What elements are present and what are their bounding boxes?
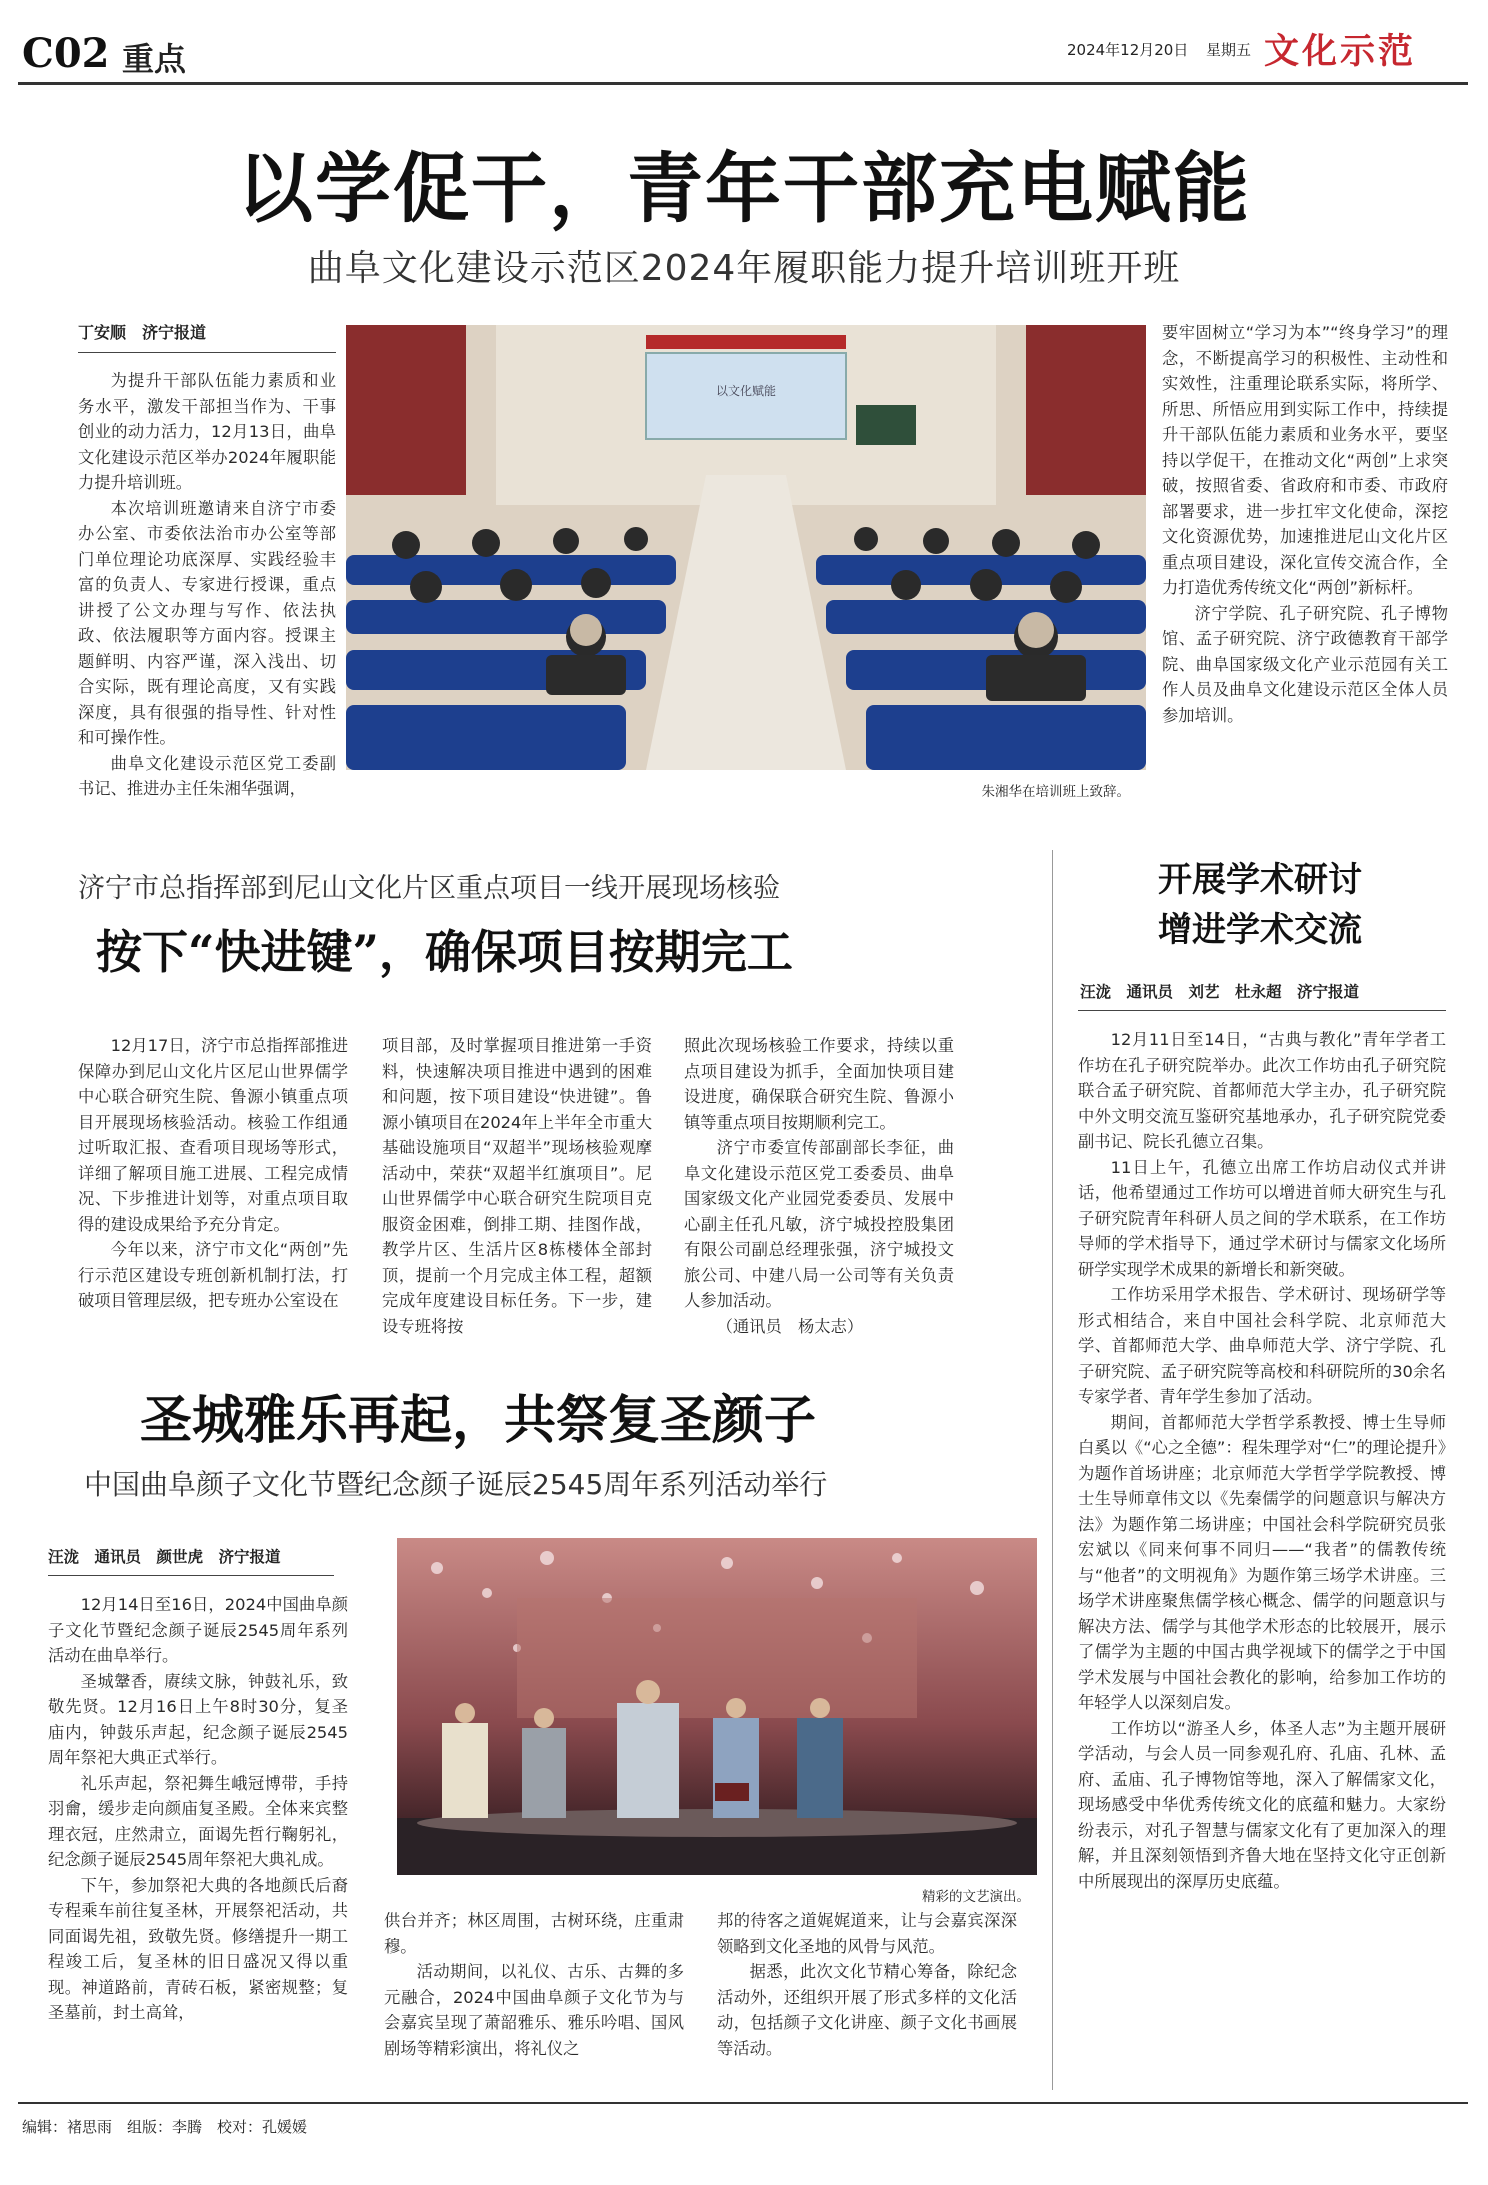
paragraph: 为提升干部队伍能力素质和业务水平，激发干部担当作为、干事创业的动力活力，12月13日，曲阜文化建设示范区举办2024年履职能力提升培训班。 [78, 371, 336, 492]
paragraph: 济宁学院、孔子研究院、孔子博物馆、孟子研究院、济宁政德教育干部学院、曲阜国家级文化产业示范园有关工作人员及曲阜文化建设示范区全体人员参加培训。 [1162, 603, 1448, 725]
paragraph: 今年以来，济宁市文化“两创”先行示范区建设专班创新机制打法，打破项目管理层级，把专班办公室设在 [78, 1240, 348, 1310]
page-number: C02 [22, 30, 110, 77]
paragraph: 本次培训班邀请来自济宁市委办公室、市委依法治市办公室等部门单位理论功底深厚、实践经验丰富的负责人、专家进行授课，重点讲授了公文办理与写作、依法执政、依法履职等方面内容。授课主题鲜明、内容严谨，深入浅出、切合实际，既有理论高度，又有实践深度，具有很强的指导性、针对性和可操作性。 [78, 498, 336, 747]
article2-kicker: 济宁市总指挥部到尼山文化片区重点项目一线开展现场核验 [78, 873, 780, 904]
article4-column-1 [48, 1592, 348, 2026]
paragraph: 11日上午，孔德立出席工作坊启动仪式并讲话，他希望通过工作坊可以增进首师大研究生与孔子研究院青年科研人员之间的学术联系，在工作坊导师的学术指导下，通过学术研讨与儒家文化场所研学实现学术成果的新增长和新突破。 [1078, 1157, 1446, 1279]
article2-column-1 [78, 1033, 348, 1314]
paragraph: 邦的待客之道娓娓道来，让与会嘉宾深深领略到文化圣地的风骨与风范。 [717, 1911, 1017, 1956]
paragraph: 12月17日，济宁市总指挥部推进保障办到尼山文化片区尼山世界儒学中心联合研究生院、鲁源小镇重点项目开展现场核验活动。核验工作组通过听取汇报、查看项目现场等形式，详细了解项目施工进展、工程完成情况、下步推进计划等，对重点项目取得的建设成果给予充分肯定。 [78, 1036, 348, 1234]
column-divider [1052, 850, 1053, 2090]
footer-rule [18, 2102, 1468, 2104]
paragraph: 照此次现场核验工作要求，持续以重点项目建设为抓手，全面加快项目建设进度，确保联合研究生院、鲁源小镇等重点项目按期顺利完工。 [684, 1036, 954, 1132]
paragraph: 12月14日至16日，2024中国曲阜颜子文化节暨纪念颜子诞辰2545周年系列活动在曲阜举行。 [48, 1595, 348, 1665]
paragraph: 工作坊采用学术报告、学术研讨、现场研学等形式相结合，来自中国社会科学院、北京师范大学、首都师范大学、曲阜师范大学、济宁学院、孔子研究院、孟子研究院等高校和科研院所的30余名专家学者、青年学生参加了活动。 [1078, 1285, 1446, 1406]
projection-screen-text: 以文化赋能 [715, 384, 777, 398]
article4-byline: 汪泷 通讯员 颜世虎 济宁报道 [48, 1548, 281, 1566]
training-photo-caption: 朱湘华在培训班上致辞。 [981, 784, 1130, 800]
article2-column-3 [684, 1033, 954, 1339]
paper-name-logo: 文化示范 [1264, 31, 1417, 72]
paragraph: 工作坊以“游圣人乡，体圣人志”为主题开展研学活动，与会人员一同参观孔府、孔庙、孔林、孟府、孟庙、孔子博物馆等地，深入了解儒家文化，现场感受中华优秀传统文化的底蕴和魅力。大家纷纷表示，对孔子智慧与儒家文化有了更加深入的理解，并且深刻领悟到齐鲁大地在坚持文化守正创新中所展现出的深厚历史底蕴。 [1078, 1718, 1446, 1891]
performance-photo-illustration [397, 1538, 1037, 1875]
article1-byline-rule [78, 352, 336, 353]
article3-headline-line1: 开展学术研讨 [1158, 860, 1362, 900]
paragraph: 要牢固树立“学习为本”“终身学习”的理念，不断提高学习的积极性、主动性和实效性，注重理论联系实际，将所学、所思、所悟应用到实际工作中，持续提升干部队伍能力素质和业务水平，要坚持以学促干，在推动文化“两创”上求突破，按照省委、省政府和市委、市政府部署要求，进一步扛牢文化使命，深挖文化资源优势，加速推进尼山文化片区重点项目建设，深化宣传交流合作，全力打造优秀传统文化“两创”新标杆。 [1162, 323, 1448, 597]
paragraph: 下午，参加祭祀大典的各地颜氏后裔专程乘车前往复圣林，开展祭祀活动，共同面谒先祖，致敬先贤。修缮提升一期工程竣工后，复圣林的旧日盛况又得以重现。神道路前，青砖石板，紧密规整；复圣墓前，封土高耸， [48, 1875, 348, 2022]
article4-column-2 [384, 1908, 684, 2061]
issue-weekday: 星期五 [1206, 41, 1252, 59]
paragraph: 据悉，此次文化节精心筹备，除纪念活动外，还组织开展了形式多样的文化活动，包括颜子文化讲座、颜子文化书画展等活动。 [717, 1962, 1017, 2058]
article4-column-3 [717, 1908, 1017, 2061]
paragraph: 活动期间，以礼仪、古乐、古舞的多元融合，2024中国曲阜颜子文化节为与会嘉宾呈现了萧韶雅乐、雅乐吟唱、国风剧场等精彩演出，将礼仪之 [384, 1962, 684, 2058]
article2-column-2 [382, 1033, 652, 1339]
paragraph: 项目部，及时掌握项目推进第一手资料，快速解决项目推进中遇到的困难和问题，按下项目建设“快进键”。鲁源小镇项目在2024年上半年全市重大基础设施项目“双超半”现场核验观摩活动中，荣获“双超半红旗项目”。尼山世界儒学中心联合研究生院项目克服资金困难，倒排工期、挂图作战，教学片区、生活片区8栋楼体全部封顶，提前一个月完成主体工程，超额完成年度建设目标任务。下一步，建设专班将按 [382, 1036, 652, 1336]
article1-headline: 以学促干，青年干部充电赋能 [237, 144, 1251, 233]
article4-headline: 圣城雅乐再起，共祭复圣颜子 [140, 1390, 817, 1451]
paragraph: 期间，首都师范大学哲学系教授、博士生导师白奚以《“心之全德”：程朱理学对“仁”的理论提升》为题作首场讲座；北京师范大学哲学学院教授、博士生导师章伟文以《先秦儒学的问题意识与解决方法》为题作第二场讲座；中国社会科学院研究员张宏斌以《同来何事不同归——“我者”的儒教传统与“他者”的文明视角》为题作第三场学术讲座。三场学术讲座聚焦儒学核心概念、儒学的问题意识与解决方法、儒学与其他学术形态的比较展开，展示了儒学为主题的中国古典学视域下的儒学之于中国学术发展与中国社会教化的影响，给参加工作坊的年轻学人以深刻启发。 [1078, 1412, 1446, 1712]
article2-headline: 按下“快进键”，确保项目按期完工 [96, 925, 793, 979]
paragraph: 礼乐声起，祭祀舞生峨冠博带，手持羽龠，缓步走向颜庙复圣殿。全体来宾整理衣冠，庄然肃立，面谒先哲行鞠躬礼，纪念颜子诞辰2545周年祭祀大典礼成。 [48, 1773, 348, 1869]
paragraph: 圣城鞶香，赓续文脉，钟鼓礼乐，致敬先贤。12月16日上午8时30分，复圣庙内，钟鼓乐声起，纪念颜子诞辰2545周年祭祀大典正式举行。 [48, 1671, 348, 1767]
section-name: 重点 [122, 40, 187, 78]
article3-headline-line2: 增进学术交流 [1158, 910, 1362, 950]
paragraph: 曲阜文化建设示范区党工委副书记、推进办主任朱湘华强调， [78, 753, 336, 798]
masthead-rule [18, 82, 1468, 85]
article1-column-2 [1162, 320, 1448, 728]
paragraph: 济宁市委宣传部副部长李征，曲阜文化建设示范区党工委委员、曲阜国家级文化产业园党委委员、发展中心副主任孔凡敏，济宁城投控股集团有限公司副总经理张强，济宁城投文旅公司、中建八局一公司等有关负责人参加活动。 [684, 1138, 954, 1310]
article4-byline-rule [48, 1575, 334, 1576]
article3-byline: 汪泷 通讯员 刘艺 杜永超 济宁报道 [1080, 983, 1360, 1001]
article4-subhead: 中国曲阜颜子文化节暨纪念颜子诞辰2545周年系列活动举行 [84, 1468, 828, 1501]
editorial-credits: 编辑：褚思雨 组版：李腾 校对：孔媛媛 [22, 2118, 308, 2136]
reporter-credit: （通讯员 杨太志） [716, 1316, 864, 1336]
training-photo-illustration [346, 325, 1146, 770]
performance-photo [397, 1538, 1037, 1875]
article1-column-1 [78, 368, 336, 802]
article1-byline: 丁安顺 济宁报道 [78, 323, 207, 342]
article3-byline-rule [1078, 1010, 1446, 1011]
performance-photo-caption: 精彩的文艺演出。 [922, 1889, 1030, 1905]
paragraph: 12月11日至14日，“古典与教化”青年学者工作坊在孔子研究院举办。此次工作坊由孔子研究院联合孟子研究院、首都师范大学主办，孔子研究院中外文明交流互鉴研究基地承办，孔子研究院党委副书记、院长孔德立召集。 [1078, 1030, 1446, 1151]
article1-subhead: 曲阜文化建设示范区2024年履职能力提升培训班开班 [307, 248, 1181, 289]
issue-date: 2024年12月20日 [1067, 41, 1189, 59]
paragraph: 供台并齐；林区周围，古树环绕，庄重肃穆。 [384, 1911, 684, 1956]
article3-body [1078, 1027, 1446, 1894]
training-photo [346, 325, 1146, 770]
